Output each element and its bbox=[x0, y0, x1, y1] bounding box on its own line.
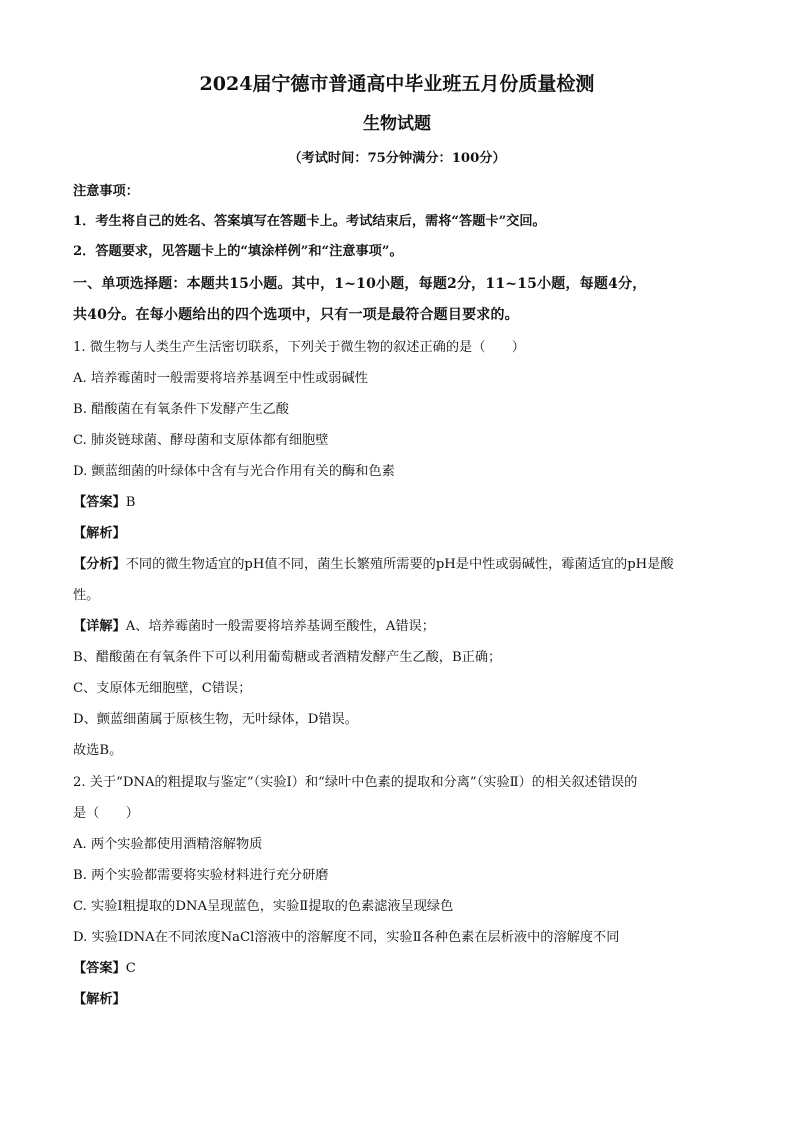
q1-option-a: A. 培养霉菌时一般需要将培养基调至中性或弱碱性 bbox=[73, 371, 368, 386]
q1-conclusion: 故选B。 bbox=[73, 743, 123, 758]
section-instructions-line1: 一、单项选择题：本题共15小题。其中，1~10小题，每题2分，11~15小题，每题4分， bbox=[73, 276, 647, 292]
q1-answer bbox=[73, 493, 734, 513]
q1-analysis-tag: 【解析】 bbox=[73, 526, 126, 541]
fenxi-tag: 【分析】 bbox=[73, 557, 126, 572]
q2-option-d: D. 实验IDNA在不同浓度NaCl溶液中的溶解度不同，实验Ⅱ各种色素在层析液中的溶解度不同 bbox=[73, 930, 620, 945]
q1-fenxi-line2: 性。 bbox=[73, 588, 100, 603]
fenxi-text: 不同的微生物适宜的pH值不同，菌生长繁殖所需要的pH是中性或弱碱性，霉菌适宜的pH是酸 bbox=[125, 557, 674, 572]
q2-option-c: C. 实验Ⅰ粗提取的DNA呈现蓝色，实验Ⅱ提取的色素滤液呈现绿色 bbox=[73, 899, 454, 914]
answer-value: B bbox=[125, 495, 136, 510]
q2-stem-line2: 是（ ） bbox=[73, 806, 139, 821]
q1-detail-line2: B、醋酸菌在有氧条件下可以利用葡萄糖或者酒精发酵产生乙酸，B正确； bbox=[73, 650, 502, 665]
exam-info: （考试时间：75分钟满分：100分） bbox=[288, 151, 506, 166]
xiangjie-tag: 【详解】 bbox=[73, 619, 126, 634]
q1-option-d: D. 颤蓝细菌的叶绿体中含有与光合作用有关的酶和色素 bbox=[73, 464, 395, 479]
q1-fenxi-line1 bbox=[73, 555, 734, 575]
q1-detail-line3: C、支原体无细胞壁，C错误； bbox=[73, 681, 252, 696]
q1-detail-line1 bbox=[73, 617, 734, 637]
notice-item-1: 1．考生将自己的姓名、答案填写在答题卡上。考试结束后，需将“答题卡”交回。 bbox=[73, 214, 546, 229]
q1-detail-line4: D、颤蓝细菌属于原核生物，无叶绿体，D错误。 bbox=[73, 712, 358, 727]
section-instructions-line2: 共40分。在每小题给出的四个选项中，只有一项是最符合题目要求的。 bbox=[73, 307, 519, 323]
q2-analysis-tag: 【解析】 bbox=[73, 992, 126, 1007]
xiangjie-text: A、培养霉菌时一般需要将培养基调至酸性，A错误； bbox=[125, 619, 435, 634]
answer-tag: 【答案】 bbox=[73, 495, 126, 510]
q2-stem-line1: 2. 关于“DNA的粗提取与鉴定”（实验Ⅰ）和“绿叶中色素的提取和分离”（实验Ⅱ）的相关叙述错误的 bbox=[73, 775, 638, 790]
notice-heading: 注意事项： bbox=[73, 184, 139, 199]
q1-option-c: C. 肺炎链球菌、酵母菌和支原体都有细胞壁 bbox=[73, 433, 329, 448]
q1-stem: 1. 微生物与人类生产生活密切联系，下列关于微生物的叙述正确的是（ ） bbox=[73, 340, 525, 355]
q2-option-b: B. 两个实验都需要将实验材料进行充分研磨 bbox=[73, 868, 329, 883]
answer-value: C bbox=[125, 961, 136, 976]
exam-subject: 生物试题 bbox=[363, 114, 431, 134]
notice-item-2: 2．答题要求，见答题卡上的“填涂样例”和“注意事项”。 bbox=[73, 244, 403, 259]
answer-tag: 【答案】 bbox=[73, 961, 126, 976]
q2-option-a: A. 两个实验都使用酒精溶解物质 bbox=[73, 837, 263, 852]
exam-title: 2024届宁德市普通高中毕业班五月份质量检测 bbox=[199, 73, 595, 95]
q1-option-b: B. 醋酸菌在有氧条件下发酵产生乙酸 bbox=[73, 402, 289, 417]
q2-answer bbox=[73, 959, 734, 979]
